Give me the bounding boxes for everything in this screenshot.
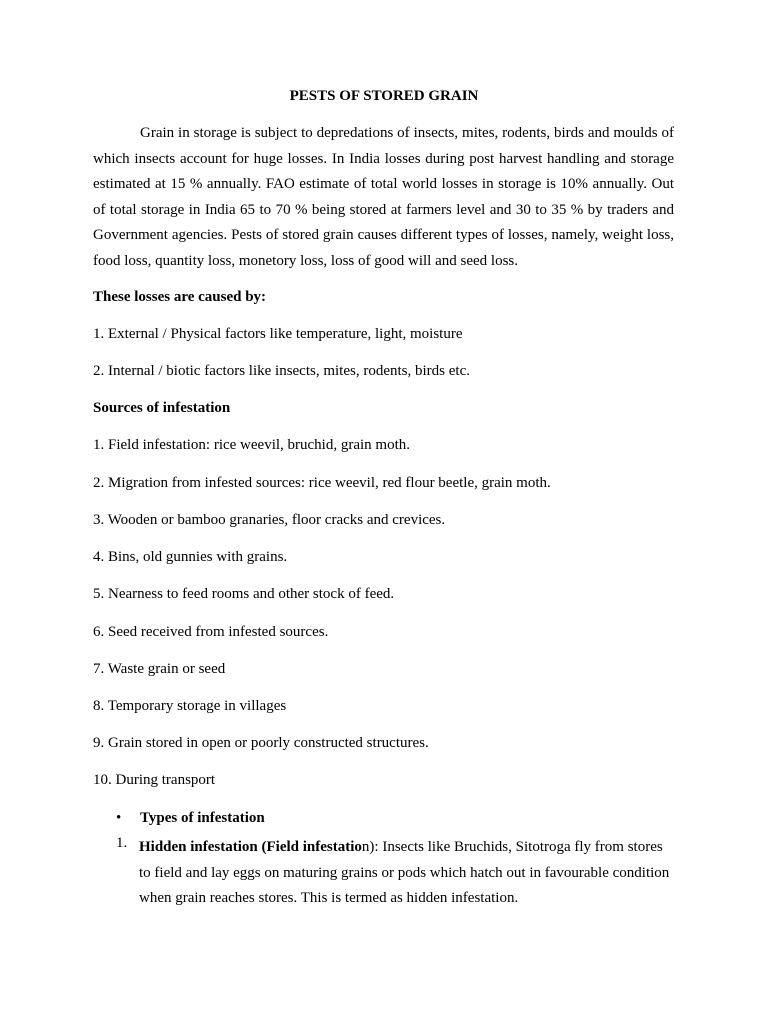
losses-heading: These losses are caused by:: [93, 289, 267, 305]
intro-paragraph: [93, 121, 674, 274]
loss-cause-item: 2. Internal / biotic factors like insects, mites, rodents, birds etc.: [93, 363, 470, 379]
types-heading: Types of infestation: [140, 810, 265, 826]
source-item: 1. Field infestation: rice weevil, bruchid, grain moth.: [93, 437, 411, 453]
list-item-text: n): Insects like Bruchids, Sitotroga fly from stores to field and lay eggs on maturing grains or pods which hatch out in favourable condition when grain reaches stores. This is termed as hidden infestation.: [139, 839, 670, 906]
source-item: 7. Waste grain or seed: [93, 661, 226, 677]
intro-text: Grain in storage is subject to depredations of insects, mites, rodents, birds and moulds of which insects account for huge losses. In India losses during post harvest handling and storage estimated at 15 % annually. FAO estimate of total world losses in storage is 10% annually. Out of total storage in India 65 to 70 % being stored at farmers level and 30 to 35 % by traders and Government agencies. Pests of stored grain causes different types of losses, namely, weight loss, food loss, quantity loss, monetory loss, loss of good will and seed loss.: [93, 125, 674, 269]
types-bullet-heading: [116, 810, 265, 827]
source-item: 9. Grain stored in open or poorly constructed structures.: [93, 735, 429, 751]
loss-cause-item: 1. External / Physical factors like temperature, light, moisture: [93, 326, 463, 342]
list-item-label: Hidden infestation (Field infestatio: [139, 839, 362, 855]
source-item: 3. Wooden or bamboo granaries, floor cracks and crevices.: [93, 512, 446, 528]
sources-heading: Sources of infestation: [93, 400, 231, 416]
source-item: 5. Nearness to feed rooms and other stock of feed.: [93, 586, 395, 602]
bullet-icon: •: [116, 810, 122, 826]
source-item: 8. Temporary storage in villages: [93, 698, 287, 714]
source-item: 2. Migration from infested sources: rice weevil, red flour beetle, grain moth.: [93, 475, 551, 491]
source-item: 4. Bins, old gunnies with grains.: [93, 549, 288, 565]
source-item: 6. Seed received from infested sources.: [93, 624, 329, 640]
list-item-body: [139, 835, 676, 912]
source-item: 10. During transport: [93, 772, 216, 788]
page-title: PESTS OF STORED GRAIN: [289, 88, 479, 104]
list-item-number: 1.: [116, 835, 128, 851]
